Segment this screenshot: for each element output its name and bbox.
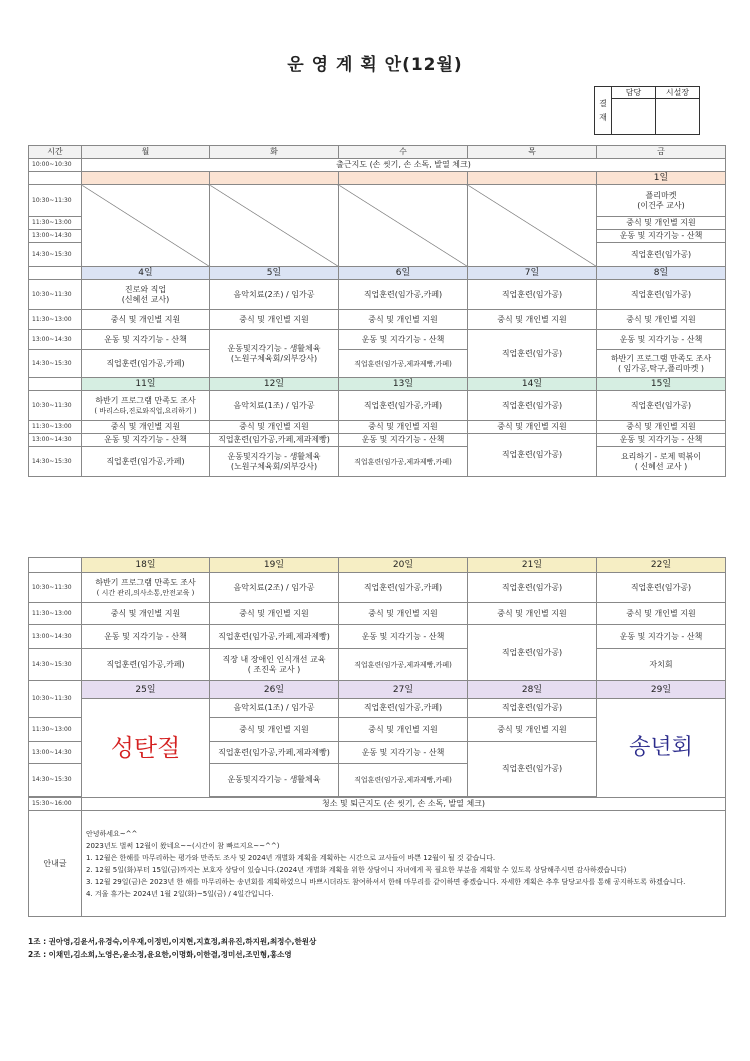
schedule-cell: 중식 및 개인별 지원 xyxy=(468,421,597,434)
schedule-cell: 직업훈련(임가공,제과제빵,카페) xyxy=(339,764,468,797)
date-cell: 26일 xyxy=(210,681,339,699)
schedule-cell: 직업훈련(임가공,카페) xyxy=(339,699,468,718)
date-cell: 12일 xyxy=(210,378,339,391)
schedule-cell: 음악치료(1조) / 임가공 xyxy=(210,699,339,718)
date-cell: 21일 xyxy=(468,558,597,573)
date-cell: 27일 xyxy=(339,681,468,699)
schedule-cell: 직업훈련(임가공,카페) xyxy=(339,573,468,603)
schedule-cell: 직업훈련(임가공,카페) xyxy=(339,280,468,310)
schedule-cell: 직업훈련(임가공,카페,제과제빵) xyxy=(210,434,339,447)
schedule-table-bottom xyxy=(28,557,726,917)
date-cell: 22일 xyxy=(597,558,726,573)
schedule-cell: 요리하기 - 로제 떡볶이 ( 신혜선 교사 ) xyxy=(597,447,726,477)
departure-activity: 청소 및 퇴근지도 (손 씻기, 손 소독, 발열 체크) xyxy=(82,798,726,811)
page-title: 운 영 계 획 안(12월) xyxy=(287,55,463,75)
schedule-cell: 음악치료(1조) / 임가공 xyxy=(210,391,339,421)
date-cell: 25일 xyxy=(82,681,210,699)
schedule-cell: 운동 및 지각기능 - 산책 xyxy=(339,330,468,350)
date-cell: 14일 xyxy=(468,378,597,391)
schedule-cell: 직업훈련(임가공) xyxy=(597,243,726,267)
approval-director-header: 시설장 xyxy=(656,87,700,99)
schedule-cell: 직업훈련(임가공) xyxy=(468,625,597,681)
schedule-cell: 중식 및 개인별 지원 xyxy=(468,718,597,742)
schedule-cell: 직업훈련(임가공,카페,제과제빵) xyxy=(210,742,339,764)
empty-day xyxy=(468,185,597,267)
schedule-cell: 음악치료(2조) / 임가공 xyxy=(210,573,339,603)
schedule-cell: 중식 및 개인별 지원 xyxy=(597,421,726,434)
schedule-cell: 중식 및 개인별 지원 xyxy=(210,718,339,742)
schedule-cell: 하반기 프로그램 만족도 조사 ( 바리스타,진로와직업,요리하기 ) xyxy=(82,391,210,421)
approval-box xyxy=(594,86,700,135)
schedule-cell: 하반기 프로그램 만족도 조사 ( 시간 관리,의사소통,안전교육 ) xyxy=(82,573,210,603)
christmas-holiday: 성탄절 xyxy=(82,699,210,798)
schedule-cell: 자치회 xyxy=(597,649,726,681)
day-header-fri: 금 xyxy=(597,146,726,159)
schedule-cell: 중식 및 개인별 지원 xyxy=(468,310,597,330)
schedule-cell: 중식 및 개인별 지원 xyxy=(597,603,726,625)
time-slot: 10:30~11:30 xyxy=(29,391,82,421)
notice-content: 안녕하세요~^^ 2023년도 벌써 12월이 왔네요~~(시간이 참 빠르지요~~^^) 1. 12월은 한해를 마무리하는 평가와 만족도 조사 및 2024년 개별화 계획을 계획하는 시간으로 교사들이 바쁜 12월이 될 것 같습니다. 2. 12월 5일(화)부터 15일(금)까지는 보호자 상담이 있습니다.(2024년 개별화 계획을 위한 상담이니 자녀에게 꼭 필요한 부분을 계획할 수 있도록 상담해주시면 감사하겠습니다) 3. 12월 29일(금)은 2023년 한 해를 마무리하는 송년회를 계획하였으니 바쁘시더라도 참여하셔서 한해 마무리를 같이하면 좋겠습니다. 자세한 계획은 추후 담당교사를 통해 공지하도록 하겠습니다. 4. 겨울 휴가는 2024년 1월 2일(화)~5일(금) / 4일간입니다. xyxy=(82,811,726,917)
schedule-cell: 중식 및 개인별 지원 xyxy=(82,603,210,625)
schedule-table-top xyxy=(28,145,726,477)
schedule-cell: 중식 및 개인별 지원 xyxy=(339,603,468,625)
time-slot: 13:00~14:30 xyxy=(29,625,82,649)
approval-staff-header: 담당 xyxy=(612,87,656,99)
time-slot: 10:30~11:30 xyxy=(29,280,82,310)
date-cell: 5일 xyxy=(210,267,339,280)
schedule-cell: 직업훈련(임가공,카페) xyxy=(82,649,210,681)
date-cell: 8일 xyxy=(597,267,726,280)
notice-label: 안내글 xyxy=(29,811,82,917)
schedule-cell: 직업훈련(임가공) xyxy=(468,330,597,378)
schedule-cell: 직업훈련(임가공,카페,제과제빵) xyxy=(210,625,339,649)
day-header-thu: 목 xyxy=(468,146,597,159)
schedule-cell: 직업훈련(임가공) xyxy=(468,699,597,718)
schedule-cell: 운동 및 지각기능 - 산책 xyxy=(82,330,210,350)
time-slot: 11:30~13:00 xyxy=(29,217,82,230)
time-slot: 10:30~11:30 xyxy=(29,681,82,718)
time-slot: 10:30~11:30 xyxy=(29,185,82,217)
schedule-cell: 중식 및 개인별 지원 xyxy=(468,603,597,625)
date-cell: 13일 xyxy=(339,378,468,391)
schedule-cell: 음악치료(2조) / 임가공 xyxy=(210,280,339,310)
schedule-cell: 직장 내 장애인 인식개선 교육 ( 조진욱 교사 ) xyxy=(210,649,339,681)
schedule-cell: 직업훈련(임가공) xyxy=(468,280,597,310)
schedule-cell: 직업훈련(임가공) xyxy=(597,391,726,421)
schedule-cell: 직업훈련(임가공,제과제빵,카페) xyxy=(339,447,468,477)
time-slot: 11:30~13:00 xyxy=(29,718,82,742)
date-cell: 4일 xyxy=(82,267,210,280)
time-slot: 11:30~13:00 xyxy=(29,421,82,434)
schedule-cell: 직업훈련(임가공,카페) xyxy=(82,447,210,477)
group-list xyxy=(28,935,316,961)
schedule-cell: 운동 및 지각기능 - 산책 xyxy=(597,434,726,447)
schedule-cell: 직업훈련(임가공) xyxy=(468,742,597,797)
time-slot: 11:30~13:00 xyxy=(29,603,82,625)
time-departure: 15:30~16:00 xyxy=(29,798,82,811)
date-cell: 18일 xyxy=(82,558,210,573)
approval-staff-sign[interactable] xyxy=(612,99,656,135)
schedule-cell: 운동 및 지각기능 - 산책 xyxy=(339,434,468,447)
schedule-cell: 운동및지각기능 - 생활체육 (노원구체육회/외부강사) xyxy=(210,447,339,477)
schedule-cell: 중식 및 개인별 지원 xyxy=(597,217,726,230)
day-header-wed: 수 xyxy=(339,146,468,159)
schedule-cell: 중식 및 개인별 지원 xyxy=(210,421,339,434)
schedule-cell: 직업훈련(임가공,카페) xyxy=(82,350,210,378)
time-slot: 14:30~15:30 xyxy=(29,447,82,477)
schedule-cell: 직업훈련(임가공,카페) xyxy=(339,391,468,421)
time-slot: 11:30~13:00 xyxy=(29,310,82,330)
schedule-cell: 직업훈련(임가공,제과제빵,카페) xyxy=(339,649,468,681)
year-end-party: 송년회 xyxy=(597,699,726,798)
schedule-cell: 중식 및 개인별 지원 xyxy=(597,310,726,330)
schedule-cell: 운동및지각기능 - 생활체육 xyxy=(210,764,339,797)
schedule-cell: 직업훈련(임가공) xyxy=(597,573,726,603)
schedule-cell: 운동 및 지각기능 - 산책 xyxy=(597,330,726,350)
time-header: 시간 xyxy=(29,146,82,159)
time-slot: 14:30~15:30 xyxy=(29,764,82,797)
time-slot: 14:30~15:30 xyxy=(29,350,82,378)
schedule-cell: 운동 및 지각기능 - 산책 xyxy=(339,625,468,649)
date-cell: 20일 xyxy=(339,558,468,573)
schedule-cell: 운동 및 지각기능 - 산책 xyxy=(597,230,726,243)
schedule-cell: 플리마켓 (이건주 교사) xyxy=(597,185,726,217)
arrival-activity: 출근지도 (손 씻기, 손 소독, 발열 체크) xyxy=(82,159,726,172)
schedule-cell: 진로와 직업 (신혜선 교사) xyxy=(82,280,210,310)
date-cell: 11일 xyxy=(82,378,210,391)
group-2: 2조 : 이채민,김소희,노영은,윤소정,윤요한,이명화,이한결,정미선,조민형,홍소영 xyxy=(28,950,292,959)
schedule-cell: 중식 및 개인별 지원 xyxy=(210,310,339,330)
approval-label: 결 재 xyxy=(595,87,612,135)
schedule-cell: 직업훈련(임가공) xyxy=(468,573,597,603)
date-cell: 15일 xyxy=(597,378,726,391)
time-slot: 14:30~15:30 xyxy=(29,649,82,681)
empty-day xyxy=(339,185,468,267)
schedule-cell: 운동 및 지각기능 - 산책 xyxy=(82,625,210,649)
date-cell: 7일 xyxy=(468,267,597,280)
time-slot: 13:00~14:30 xyxy=(29,230,82,243)
schedule-cell: 중식 및 개인별 지원 xyxy=(339,310,468,330)
date-cell: 28일 xyxy=(468,681,597,699)
date-cell: 19일 xyxy=(210,558,339,573)
schedule-cell: 운동 및 지각기능 - 산책 xyxy=(82,434,210,447)
time-slot: 13:00~14:30 xyxy=(29,742,82,764)
schedule-cell: 운동 및 지각기능 - 산책 xyxy=(339,742,468,764)
schedule-cell: 중식 및 개인별 지원 xyxy=(210,603,339,625)
schedule-cell: 운동 및 지각기능 - 산책 xyxy=(597,625,726,649)
day-header-tue: 화 xyxy=(210,146,339,159)
schedule-cell: 직업훈련(임가공) xyxy=(468,391,597,421)
time-slot: 13:00~14:30 xyxy=(29,330,82,350)
schedule-cell: 중식 및 개인별 지원 xyxy=(339,421,468,434)
time-slot: 13:00~14:30 xyxy=(29,434,82,447)
schedule-cell: 운동및지각기능 - 생활체육 (노원구체육회/외부강사) xyxy=(210,330,339,378)
schedule-cell: 직업훈련(임가공) xyxy=(468,434,597,477)
schedule-cell: 직업훈련(임가공) xyxy=(597,280,726,310)
date-cell: 29일 xyxy=(597,681,726,699)
time-arrival: 10:00~10:30 xyxy=(29,159,82,172)
empty-day xyxy=(210,185,339,267)
empty-day xyxy=(82,185,210,267)
date-week1-fri: 1일 xyxy=(597,172,726,185)
time-slot: 10:30~11:30 xyxy=(29,573,82,603)
schedule-cell: 중식 및 개인별 지원 xyxy=(82,421,210,434)
day-header-mon: 월 xyxy=(82,146,210,159)
date-cell: 6일 xyxy=(339,267,468,280)
time-slot: 14:30~15:30 xyxy=(29,243,82,267)
group-1: 1조 : 권아영,김윤서,유경숙,이우재,이정빈,이지현,지효정,최유진,하지원,최정수,한원상 xyxy=(28,937,317,946)
approval-director-sign[interactable] xyxy=(656,99,700,135)
schedule-cell: 중식 및 개인별 지원 xyxy=(339,718,468,742)
schedule-cell: 하반기 프로그램 만족도 조사 ( 임가공,탁구,플리마켓 ) xyxy=(597,350,726,378)
schedule-cell: 직업훈련(임가공,제과제빵,카페) xyxy=(339,350,468,378)
schedule-cell: 중식 및 개인별 지원 xyxy=(82,310,210,330)
